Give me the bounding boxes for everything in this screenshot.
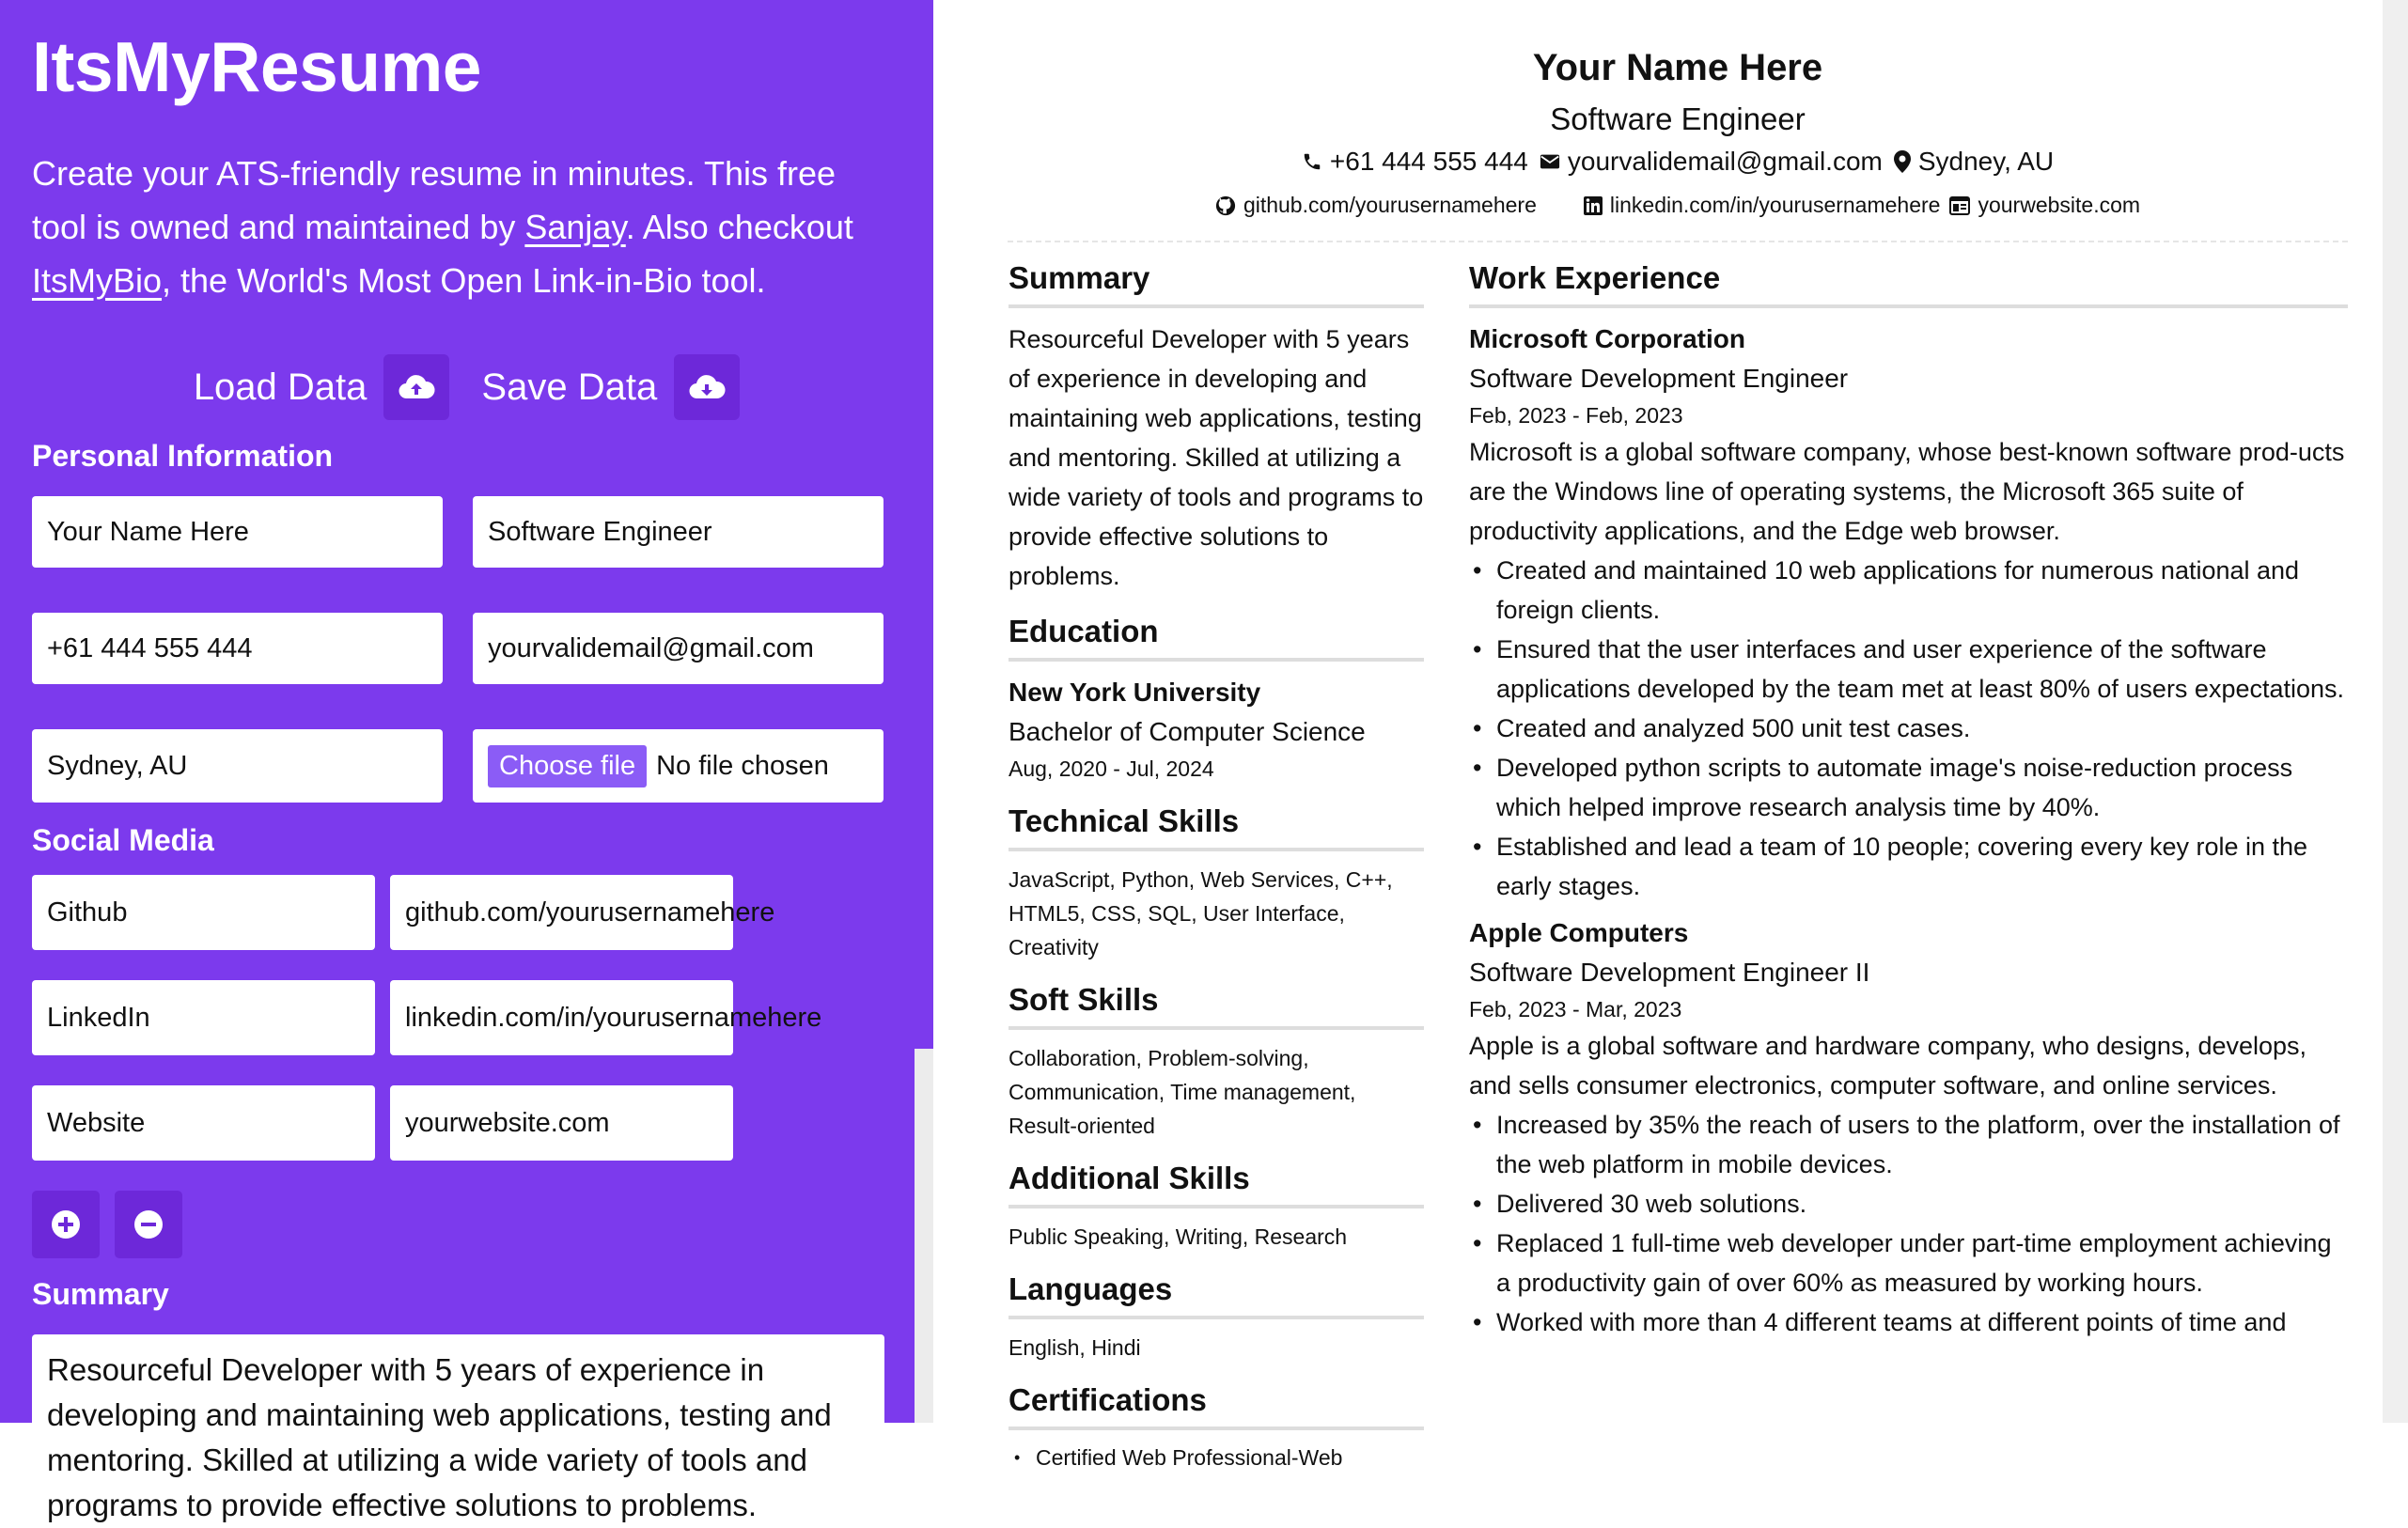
achievement-item: • Created and analyzed 500 unit test cases. — [1469, 709, 2348, 748]
name-input[interactable]: Your Name Here — [32, 496, 443, 568]
resume-email: yourvalidemail@gmail.com — [1567, 147, 1883, 176]
social-url-input[interactable]: linkedin.com/in/yourusernamehere — [390, 980, 733, 1055]
resume-social-links — [1008, 193, 2348, 218]
work-dates: Feb, 2023 - Feb, 2023 — [1469, 403, 1683, 428]
resume-name: Your Name Here — [1532, 47, 1823, 88]
phone-icon — [1302, 151, 1322, 172]
plus-circle-icon — [50, 1208, 82, 1240]
social-platform-input[interactable]: Website — [32, 1085, 375, 1161]
preview-scrollbar[interactable] — [2383, 0, 2408, 1423]
data-actions — [32, 354, 901, 420]
certification-item: • Certified Web Professional-Web — [1009, 1442, 1424, 1473]
work-description: Apple is a global software and hardware company, who designs, develops, and sells consumer electronics, computer software, and online services. — [1469, 1032, 2307, 1099]
cloud-upload-icon — [398, 372, 435, 402]
save-data — [481, 354, 740, 420]
author-link[interactable]: Sanjay — [524, 208, 626, 246]
summary-textarea[interactable]: Resourceful Developer with 5 years of experience in developing and maintaining web applications, testing and mentoring. Skilled at utilizing a wide variety of tools and programs to provide effective solutions to problems. — [32, 1334, 884, 1466]
resume-linkedin[interactable]: linkedin.com/in/yourusernamehere — [1609, 193, 1941, 217]
social-platform-input[interactable]: LinkedIn — [32, 980, 375, 1055]
education-dates: Aug, 2020 - Jul, 2024 — [1009, 756, 1214, 781]
header-divider — [1008, 241, 2348, 242]
load-data — [194, 354, 450, 420]
social-media-heading: Social Media — [32, 823, 214, 857]
cloud-download-icon — [688, 372, 726, 402]
work-company: Apple Computers — [1469, 918, 1689, 947]
resume-contact — [1008, 147, 2348, 177]
additional-skills-heading: Additional Skills — [1009, 1160, 1424, 1208]
resume-phone: +61 444 555 444 — [1329, 147, 1528, 176]
position-input[interactable]: Software Engineer — [473, 496, 883, 568]
social-platform-input[interactable]: Github — [32, 875, 375, 950]
education-school: New York University — [1009, 678, 1261, 707]
resume-location: Sydney, AU — [1917, 147, 2055, 176]
resume-title: Software Engineer — [1550, 101, 1806, 136]
education-section-heading: Education — [1009, 613, 1424, 662]
achievement-item: • Worked with more than 4 different teams at different points of time and — [1469, 1302, 2348, 1342]
technical-skills: JavaScript, Python, Web Services, C++, HTML5, CSS, SQL, User Interface, Creativity — [1009, 867, 1393, 959]
work-description: Microsoft is a global software company, whose best-known software prod-ucts are the Windows line of operating systems, the Microsoft 365 suite of productivity applications, and the Edge web browser. — [1469, 438, 2345, 545]
linkedin-icon — [1584, 196, 1603, 215]
load-data-label: Load Data — [193, 366, 367, 408]
email-input[interactable]: yourvalidemail@gmail.com — [473, 613, 883, 684]
resume-website[interactable]: yourwebsite.com — [1978, 193, 2141, 217]
resume-left-column — [1009, 259, 1424, 1473]
choose-file-button[interactable]: Choose file — [488, 745, 647, 787]
minus-circle-icon — [133, 1208, 164, 1240]
itsmybio-link[interactable]: ItsMyBio — [32, 261, 163, 300]
achievement-item: • Delivered 30 web solutions. — [1469, 1184, 2348, 1224]
achievement-item: • Established and lead a team of 10 people; covering every key role in the early stages. — [1469, 827, 2348, 906]
github-icon — [1215, 195, 1236, 216]
save-data-button[interactable] — [674, 354, 740, 420]
editor-panel — [0, 0, 933, 1522]
location-pin-icon — [1894, 150, 1911, 173]
education-entry — [1009, 673, 1424, 786]
education-degree: Bachelor of Computer Science — [1009, 717, 1366, 746]
website-icon — [1949, 196, 1970, 215]
editor-scrollbar[interactable] — [915, 1049, 933, 1423]
additional-skills: Public Speaking, Writing, Research — [1009, 1224, 1348, 1249]
work-role: Software Development Engineer II — [1469, 958, 1870, 987]
achievement-item: • Created and maintained 10 web applications for numerous national and foreign clients. — [1469, 551, 2348, 630]
work-achievements — [1469, 1105, 2348, 1342]
soft-skills-heading: Soft Skills — [1009, 981, 1424, 1030]
achievement-item: • Ensured that the user interfaces and user experience of the software applications developed by the team met at least 80% of users expectations. — [1469, 630, 2348, 709]
personal-info-heading: Personal Information — [32, 439, 334, 473]
work-dates: Feb, 2023 - Mar, 2023 — [1469, 997, 1682, 1021]
work-experience-heading: Work Experience — [1469, 259, 2348, 308]
technical-skills-heading: Technical Skills — [1009, 803, 1424, 851]
resume-right-column — [1469, 259, 2348, 1342]
load-data-button[interactable] — [383, 354, 449, 420]
work-entry — [1469, 913, 2348, 1342]
certifications-list — [1009, 1442, 1424, 1473]
certifications-heading: Certifications — [1009, 1381, 1424, 1430]
intro-text: Create your ATS-friendly resume in minutes. This free tool is owned and maintained by Sanjay. Also checkout ItsMyBio, the World's Most Open Link-in-Bio tool. — [32, 154, 853, 300]
languages: English, Hindi — [1009, 1335, 1141, 1360]
achievement-item: • Developed python scripts to automate image's noise-reduction process which helped improve research analysis time by 40%. — [1469, 748, 2348, 827]
summary-text: Resourceful Developer with 5 years of experience in developing and maintaining web applications, testing and mentoring. Skilled at utilizing a wide variety of tools and programs to provide effective solutions to problems. — [1009, 325, 1424, 590]
work-entry — [1469, 320, 2348, 906]
work-role: Software Development Engineer — [1469, 364, 1849, 393]
summary-section-heading: Summary — [1009, 259, 1424, 308]
social-url-input[interactable]: yourwebsite.com — [390, 1085, 733, 1161]
resume-github[interactable]: github.com/yourusernamehere — [1243, 193, 1537, 217]
soft-skills: Collaboration, Problem-solving, Communication, Time management, Result-oriented — [1009, 1046, 1356, 1138]
resume-preview — [1008, 0, 2348, 1470]
summary-heading: Summary — [32, 1277, 169, 1311]
achievement-item: • Replaced 1 full-time web developer under part-time employment achieving a productivity gain of over 60% as measured by working hours. — [1469, 1224, 2348, 1302]
save-data-label: Save Data — [481, 366, 658, 408]
envelope-icon — [1540, 153, 1560, 170]
phone-input[interactable]: +61 444 555 444 — [32, 613, 443, 684]
work-company: Microsoft Corporation — [1469, 324, 1745, 353]
social-url-input[interactable]: github.com/yourusernamehere — [390, 875, 733, 950]
profile-picture-input[interactable] — [473, 729, 883, 803]
remove-social-button[interactable] — [115, 1191, 182, 1258]
languages-heading: Languages — [1009, 1271, 1424, 1319]
work-achievements — [1469, 551, 2348, 906]
file-status: No file chosen — [656, 750, 829, 781]
location-input[interactable]: Sydney, AU — [32, 729, 443, 803]
add-social-button[interactable] — [32, 1191, 100, 1258]
app-title: ItsMyResume — [32, 27, 482, 106]
achievement-item: • Increased by 35% the reach of users to the platform, over the installation of the web platform in mobile devices. — [1469, 1105, 2348, 1184]
